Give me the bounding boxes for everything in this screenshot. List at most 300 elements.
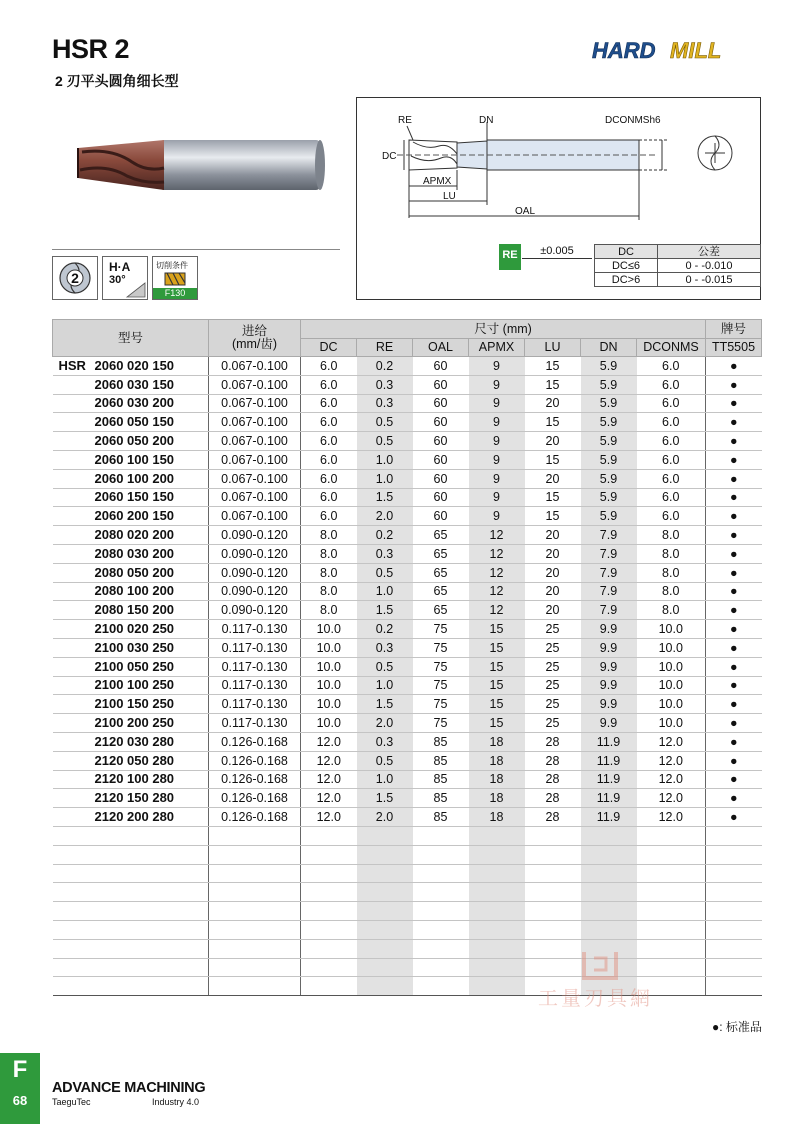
lu-cell: 15 bbox=[525, 488, 581, 507]
lu-cell: 20 bbox=[525, 601, 581, 620]
dn-cell: 11.9 bbox=[581, 770, 637, 789]
dconms-cell: 12.0 bbox=[637, 770, 706, 789]
dconms-cell: 10.0 bbox=[637, 714, 706, 733]
empty-cell bbox=[413, 920, 469, 939]
lu-cell: 15 bbox=[525, 375, 581, 394]
feed-header-unit: (mm/齿) bbox=[231, 337, 278, 351]
apmx-cell: 12 bbox=[469, 526, 525, 545]
dconms-cell: 6.0 bbox=[637, 413, 706, 432]
apmx-cell: 15 bbox=[469, 714, 525, 733]
angle-icon bbox=[125, 279, 147, 299]
empty-cell bbox=[301, 883, 357, 902]
feed-cell: 0.117-0.130 bbox=[209, 620, 301, 639]
dconms-cell: 6.0 bbox=[637, 357, 706, 376]
empty-cell bbox=[53, 958, 209, 977]
feed-cell: 0.117-0.130 bbox=[209, 714, 301, 733]
apmx-cell: 15 bbox=[469, 620, 525, 639]
empty-row bbox=[53, 845, 762, 864]
spec-table-body bbox=[53, 357, 762, 996]
oal-cell: 60 bbox=[413, 357, 469, 376]
table-row bbox=[53, 544, 762, 563]
empty-cell bbox=[706, 920, 762, 939]
re-cell: 0.5 bbox=[357, 751, 413, 770]
oal-cell: 75 bbox=[413, 638, 469, 657]
dconms-cell: 8.0 bbox=[637, 601, 706, 620]
divider bbox=[52, 249, 340, 250]
dconms-cell: 8.0 bbox=[637, 563, 706, 582]
empty-cell bbox=[469, 845, 525, 864]
oal-cell: 85 bbox=[413, 770, 469, 789]
dconms-cell: 6.0 bbox=[637, 375, 706, 394]
model-cell bbox=[53, 563, 209, 582]
apmx-cell: 18 bbox=[469, 751, 525, 770]
empty-cell bbox=[706, 977, 762, 996]
empty-cell bbox=[706, 826, 762, 845]
dc-label: DC bbox=[382, 151, 397, 162]
re-cell: 1.0 bbox=[357, 469, 413, 488]
lu-cell: 20 bbox=[525, 563, 581, 582]
feed-cell: 0.067-0.100 bbox=[209, 488, 301, 507]
dc-cell: 8.0 bbox=[301, 563, 357, 582]
dconms-cell: 6.0 bbox=[637, 469, 706, 488]
apmx-label: APMX bbox=[423, 176, 452, 187]
empty-cell bbox=[357, 845, 413, 864]
model-cell bbox=[53, 695, 209, 714]
svg-text:HARD: HARD bbox=[592, 38, 656, 63]
empty-cell bbox=[469, 939, 525, 958]
tolerance-header-row bbox=[595, 245, 761, 259]
dc-cell: 6.0 bbox=[301, 488, 357, 507]
dn-cell: 7.9 bbox=[581, 582, 637, 601]
oal-cell: 85 bbox=[413, 732, 469, 751]
grade-cell: ● bbox=[706, 375, 762, 394]
empty-cell bbox=[525, 845, 581, 864]
tolerance-value: 0 - -0.015 bbox=[658, 273, 761, 287]
empty-cell bbox=[301, 958, 357, 977]
empty-cell bbox=[301, 920, 357, 939]
empty-cell bbox=[209, 826, 301, 845]
lu-cell: 28 bbox=[525, 808, 581, 827]
empty-cell bbox=[581, 920, 637, 939]
feed-cell: 0.090-0.120 bbox=[209, 526, 301, 545]
dn-cell: 5.9 bbox=[581, 488, 637, 507]
model-prefix: HSR bbox=[58, 357, 86, 373]
flute-count: 2 bbox=[71, 270, 79, 286]
page-title: HSR 2 bbox=[52, 34, 130, 64]
model-code: 2060 030 200 bbox=[94, 395, 175, 411]
oal-cell: 85 bbox=[413, 808, 469, 827]
col-apmx: APMX bbox=[469, 339, 525, 357]
helix-angle-value: 30° bbox=[109, 274, 126, 286]
table-row bbox=[53, 808, 762, 827]
lu-cell: 20 bbox=[525, 544, 581, 563]
empty-cell bbox=[637, 845, 706, 864]
page-number: 68 bbox=[12, 1093, 28, 1108]
dc-cell: 6.0 bbox=[301, 507, 357, 526]
footer-logo bbox=[52, 1080, 217, 1110]
tolerance-header-tol: 公差 bbox=[658, 245, 761, 259]
apmx-cell: 9 bbox=[469, 488, 525, 507]
model-code: 2120 100 280 bbox=[94, 771, 175, 787]
table-row bbox=[53, 526, 762, 545]
empty-cell bbox=[357, 864, 413, 883]
empty-row bbox=[53, 864, 762, 883]
footer-logo-text: ADVANCE MACHINING bbox=[52, 1080, 206, 1096]
re-cell: 0.5 bbox=[357, 413, 413, 432]
model-cell bbox=[53, 732, 209, 751]
empty-cell bbox=[413, 977, 469, 996]
model-code: 2060 050 200 bbox=[94, 433, 175, 449]
model-code: 2060 100 150 bbox=[94, 451, 175, 467]
grade-cell: ● bbox=[706, 808, 762, 827]
col-dn: DN bbox=[581, 339, 637, 357]
empty-cell bbox=[525, 902, 581, 921]
grade-cell: ● bbox=[706, 507, 762, 526]
model-cell bbox=[53, 375, 209, 394]
apmx-cell: 9 bbox=[469, 375, 525, 394]
lu-cell: 25 bbox=[525, 676, 581, 695]
dconms-cell: 6.0 bbox=[637, 394, 706, 413]
dn-cell: 5.9 bbox=[581, 469, 637, 488]
table-row bbox=[53, 488, 762, 507]
empty-cell bbox=[706, 845, 762, 864]
model-cell bbox=[53, 657, 209, 676]
lu-cell: 15 bbox=[525, 507, 581, 526]
col-oal: OAL bbox=[413, 339, 469, 357]
grade-cell: ● bbox=[706, 732, 762, 751]
empty-cell bbox=[637, 864, 706, 883]
empty-row bbox=[53, 883, 762, 902]
apmx-cell: 18 bbox=[469, 770, 525, 789]
lu-cell: 15 bbox=[525, 413, 581, 432]
empty-cell bbox=[637, 902, 706, 921]
model-code: 2080 030 200 bbox=[94, 545, 175, 561]
lu-cell: 15 bbox=[525, 450, 581, 469]
grade-cell: ● bbox=[706, 770, 762, 789]
dconms-cell: 12.0 bbox=[637, 808, 706, 827]
feed-cell: 0.067-0.100 bbox=[209, 413, 301, 432]
model-cell bbox=[53, 638, 209, 657]
empty-cell bbox=[301, 902, 357, 921]
feed-cell: 0.090-0.120 bbox=[209, 582, 301, 601]
table-row bbox=[53, 357, 762, 376]
tolerance-condition: DC>6 bbox=[595, 273, 658, 287]
feed-cell: 0.090-0.120 bbox=[209, 544, 301, 563]
model-code: 2100 100 250 bbox=[94, 677, 175, 693]
re-cell: 1.0 bbox=[357, 582, 413, 601]
empty-cell bbox=[209, 883, 301, 902]
lu-cell: 25 bbox=[525, 620, 581, 639]
empty-cell bbox=[581, 902, 637, 921]
dconms-label: DCONMSh6 bbox=[605, 115, 661, 126]
model-code: 2060 030 150 bbox=[94, 376, 175, 392]
re-cell: 0.3 bbox=[357, 544, 413, 563]
empty-cell bbox=[53, 902, 209, 921]
empty-cell bbox=[469, 902, 525, 921]
table-header-row bbox=[53, 320, 762, 339]
dn-label: DN bbox=[479, 115, 494, 126]
grade-cell: ● bbox=[706, 695, 762, 714]
oal-label: OAL bbox=[515, 206, 536, 217]
dn-cell: 5.9 bbox=[581, 450, 637, 469]
lu-cell: 28 bbox=[525, 789, 581, 808]
oal-cell: 60 bbox=[413, 394, 469, 413]
dn-cell: 11.9 bbox=[581, 732, 637, 751]
lu-cell: 20 bbox=[525, 526, 581, 545]
grade-cell: ● bbox=[706, 657, 762, 676]
empty-cell bbox=[525, 864, 581, 883]
re-label: RE bbox=[398, 115, 412, 126]
empty-cell bbox=[357, 883, 413, 902]
empty-cell bbox=[53, 977, 209, 996]
dc-cell: 6.0 bbox=[301, 394, 357, 413]
dconms-cell: 6.0 bbox=[637, 450, 706, 469]
footer-industry: Industry 4.0 bbox=[152, 1097, 200, 1107]
dn-cell: 7.9 bbox=[581, 563, 637, 582]
empty-cell bbox=[637, 883, 706, 902]
feed-cell: 0.117-0.130 bbox=[209, 657, 301, 676]
re-cell: 2.0 bbox=[357, 507, 413, 526]
feed-cell: 0.067-0.100 bbox=[209, 469, 301, 488]
empty-cell bbox=[706, 883, 762, 902]
watermark-text: 工量刃具網 bbox=[538, 988, 653, 1010]
dconms-cell: 10.0 bbox=[637, 620, 706, 639]
oal-cell: 60 bbox=[413, 488, 469, 507]
empty-cell bbox=[413, 864, 469, 883]
dn-cell: 9.9 bbox=[581, 695, 637, 714]
grade-cell: ● bbox=[706, 432, 762, 451]
section-letter: F bbox=[12, 1056, 28, 1083]
model-cell bbox=[53, 394, 209, 413]
empty-cell bbox=[706, 864, 762, 883]
table-row bbox=[53, 413, 762, 432]
feed-cell: 0.117-0.130 bbox=[209, 676, 301, 695]
table-row bbox=[53, 563, 762, 582]
table-row bbox=[53, 770, 762, 789]
empty-cell bbox=[301, 826, 357, 845]
footer-company: TaeguTec bbox=[52, 1097, 91, 1107]
re-cell: 1.5 bbox=[357, 601, 413, 620]
dc-cell: 10.0 bbox=[301, 676, 357, 695]
dconms-cell: 6.0 bbox=[637, 488, 706, 507]
apmx-cell: 12 bbox=[469, 601, 525, 620]
dn-cell: 9.9 bbox=[581, 676, 637, 695]
oal-cell: 60 bbox=[413, 413, 469, 432]
empty-cell bbox=[469, 826, 525, 845]
model-code: 2060 100 200 bbox=[94, 470, 175, 486]
oal-cell: 85 bbox=[413, 751, 469, 770]
dconms-cell: 8.0 bbox=[637, 526, 706, 545]
endmill-mini-icon bbox=[163, 270, 187, 288]
dc-cell: 6.0 bbox=[301, 469, 357, 488]
grade-cell: ● bbox=[706, 751, 762, 770]
empty-cell bbox=[53, 826, 209, 845]
apmx-cell: 9 bbox=[469, 357, 525, 376]
dn-cell: 11.9 bbox=[581, 751, 637, 770]
dc-cell: 8.0 bbox=[301, 544, 357, 563]
empty-cell bbox=[209, 920, 301, 939]
lu-cell: 28 bbox=[525, 751, 581, 770]
empty-row bbox=[53, 902, 762, 921]
re-cell: 0.2 bbox=[357, 357, 413, 376]
feed-cell: 0.117-0.130 bbox=[209, 695, 301, 714]
table-row bbox=[53, 601, 762, 620]
tolerance-condition: DC≤6 bbox=[595, 259, 658, 273]
oal-cell: 65 bbox=[413, 544, 469, 563]
grade-cell: ● bbox=[706, 544, 762, 563]
table-row bbox=[53, 751, 762, 770]
model-code: 2080 100 200 bbox=[94, 583, 175, 599]
feed-cell: 0.067-0.100 bbox=[209, 375, 301, 394]
dn-cell: 9.9 bbox=[581, 714, 637, 733]
model-cell bbox=[53, 544, 209, 563]
re-cell: 1.5 bbox=[357, 695, 413, 714]
grade-cell: ● bbox=[706, 714, 762, 733]
dconms-cell: 8.0 bbox=[637, 582, 706, 601]
oal-cell: 85 bbox=[413, 789, 469, 808]
cutting-condition-code: F130 bbox=[153, 288, 197, 299]
grade-cell: ● bbox=[706, 394, 762, 413]
empty-cell bbox=[301, 845, 357, 864]
lu-cell: 25 bbox=[525, 714, 581, 733]
re-cell: 0.5 bbox=[357, 563, 413, 582]
dc-cell: 10.0 bbox=[301, 620, 357, 639]
dc-cell: 6.0 bbox=[301, 432, 357, 451]
feed-cell: 0.126-0.168 bbox=[209, 732, 301, 751]
legend: ●: 标准品 bbox=[712, 1020, 762, 1034]
dconms-cell: 10.0 bbox=[637, 657, 706, 676]
empty-cell bbox=[357, 939, 413, 958]
model-cell bbox=[53, 488, 209, 507]
apmx-cell: 12 bbox=[469, 582, 525, 601]
tolerance-header-dc: DC bbox=[595, 245, 658, 259]
section-tab bbox=[0, 1053, 40, 1124]
model-code: 2080 020 200 bbox=[94, 527, 175, 543]
grade-cell: ● bbox=[706, 357, 762, 376]
re-cell: 0.3 bbox=[357, 375, 413, 394]
empty-cell bbox=[469, 977, 525, 996]
dc-cell: 12.0 bbox=[301, 770, 357, 789]
re-cell: 0.3 bbox=[357, 638, 413, 657]
model-cell bbox=[53, 770, 209, 789]
re-cell: 1.0 bbox=[357, 770, 413, 789]
page-subtitle: 2 刃平头圆角细长型 bbox=[55, 73, 179, 89]
dconms-cell: 10.0 bbox=[637, 638, 706, 657]
dc-cell: 10.0 bbox=[301, 714, 357, 733]
apmx-cell: 15 bbox=[469, 657, 525, 676]
apmx-cell: 9 bbox=[469, 394, 525, 413]
model-cell bbox=[53, 469, 209, 488]
empty-cell bbox=[469, 864, 525, 883]
empty-cell bbox=[413, 826, 469, 845]
tolerance-value: 0 - -0.010 bbox=[658, 259, 761, 273]
re-tolerance-value: ±0.005 bbox=[522, 244, 592, 259]
grade-cell: ● bbox=[706, 638, 762, 657]
oal-cell: 60 bbox=[413, 450, 469, 469]
model-code: 2120 200 280 bbox=[94, 809, 175, 825]
lu-cell: 25 bbox=[525, 695, 581, 714]
model-cell bbox=[53, 676, 209, 695]
oal-cell: 60 bbox=[413, 432, 469, 451]
dn-cell: 5.9 bbox=[581, 507, 637, 526]
empty-cell bbox=[469, 920, 525, 939]
table-row bbox=[53, 638, 762, 657]
apmx-cell: 15 bbox=[469, 695, 525, 714]
grade-header: 牌号 bbox=[706, 320, 762, 339]
model-cell bbox=[53, 582, 209, 601]
dn-cell: 5.9 bbox=[581, 394, 637, 413]
table-row bbox=[53, 714, 762, 733]
apmx-cell: 9 bbox=[469, 450, 525, 469]
feed-cell: 0.090-0.120 bbox=[209, 601, 301, 620]
model-cell bbox=[53, 432, 209, 451]
feed-cell: 0.067-0.100 bbox=[209, 432, 301, 451]
apmx-cell: 18 bbox=[469, 732, 525, 751]
dn-cell: 5.9 bbox=[581, 375, 637, 394]
feed-cell: 0.126-0.168 bbox=[209, 770, 301, 789]
table-row bbox=[53, 620, 762, 639]
watermark bbox=[538, 948, 670, 1016]
re-cell: 0.5 bbox=[357, 432, 413, 451]
model-cell bbox=[53, 526, 209, 545]
empty-row bbox=[53, 826, 762, 845]
grade-cell: ● bbox=[706, 601, 762, 620]
tolerance-row bbox=[595, 259, 761, 273]
dn-cell: 7.9 bbox=[581, 601, 637, 620]
model-code: 2100 030 250 bbox=[94, 639, 175, 655]
model-code: 2060 020 150 bbox=[94, 357, 175, 373]
empty-cell bbox=[581, 845, 637, 864]
feed-header-label: 进给 bbox=[241, 324, 267, 338]
feed-cell: 0.090-0.120 bbox=[209, 563, 301, 582]
oal-cell: 60 bbox=[413, 469, 469, 488]
dc-tolerance-table bbox=[594, 244, 761, 287]
grade-cell: ● bbox=[706, 488, 762, 507]
helix-angle-icon bbox=[102, 256, 148, 300]
model-code: 2060 050 150 bbox=[94, 414, 175, 430]
apmx-cell: 9 bbox=[469, 507, 525, 526]
col-dconms: DCONMS bbox=[637, 339, 706, 357]
apmx-cell: 18 bbox=[469, 808, 525, 827]
svg-text:MILL: MILL bbox=[670, 38, 722, 63]
empty-cell bbox=[469, 958, 525, 977]
flute-count-icon bbox=[52, 256, 98, 300]
empty-cell bbox=[706, 958, 762, 977]
model-header: 型号 bbox=[53, 320, 209, 357]
dconms-cell: 12.0 bbox=[637, 751, 706, 770]
grade-cell: ● bbox=[706, 450, 762, 469]
helix-label: H·A bbox=[109, 260, 131, 274]
model-cell bbox=[53, 751, 209, 770]
re-cell: 0.2 bbox=[357, 526, 413, 545]
re-cell: 2.0 bbox=[357, 808, 413, 827]
table-row bbox=[53, 450, 762, 469]
empty-cell bbox=[209, 845, 301, 864]
dn-cell: 5.9 bbox=[581, 413, 637, 432]
model-code: 2100 020 250 bbox=[94, 621, 175, 637]
table-row bbox=[53, 695, 762, 714]
tolerance-row bbox=[595, 273, 761, 287]
tool-photo bbox=[72, 118, 334, 206]
empty-cell bbox=[413, 883, 469, 902]
dc-cell: 12.0 bbox=[301, 789, 357, 808]
empty-cell bbox=[53, 920, 209, 939]
grade-cell: ● bbox=[706, 582, 762, 601]
spec-table bbox=[52, 319, 762, 996]
re-cell: 1.5 bbox=[357, 488, 413, 507]
re-cell: 1.5 bbox=[357, 789, 413, 808]
empty-cell bbox=[209, 902, 301, 921]
